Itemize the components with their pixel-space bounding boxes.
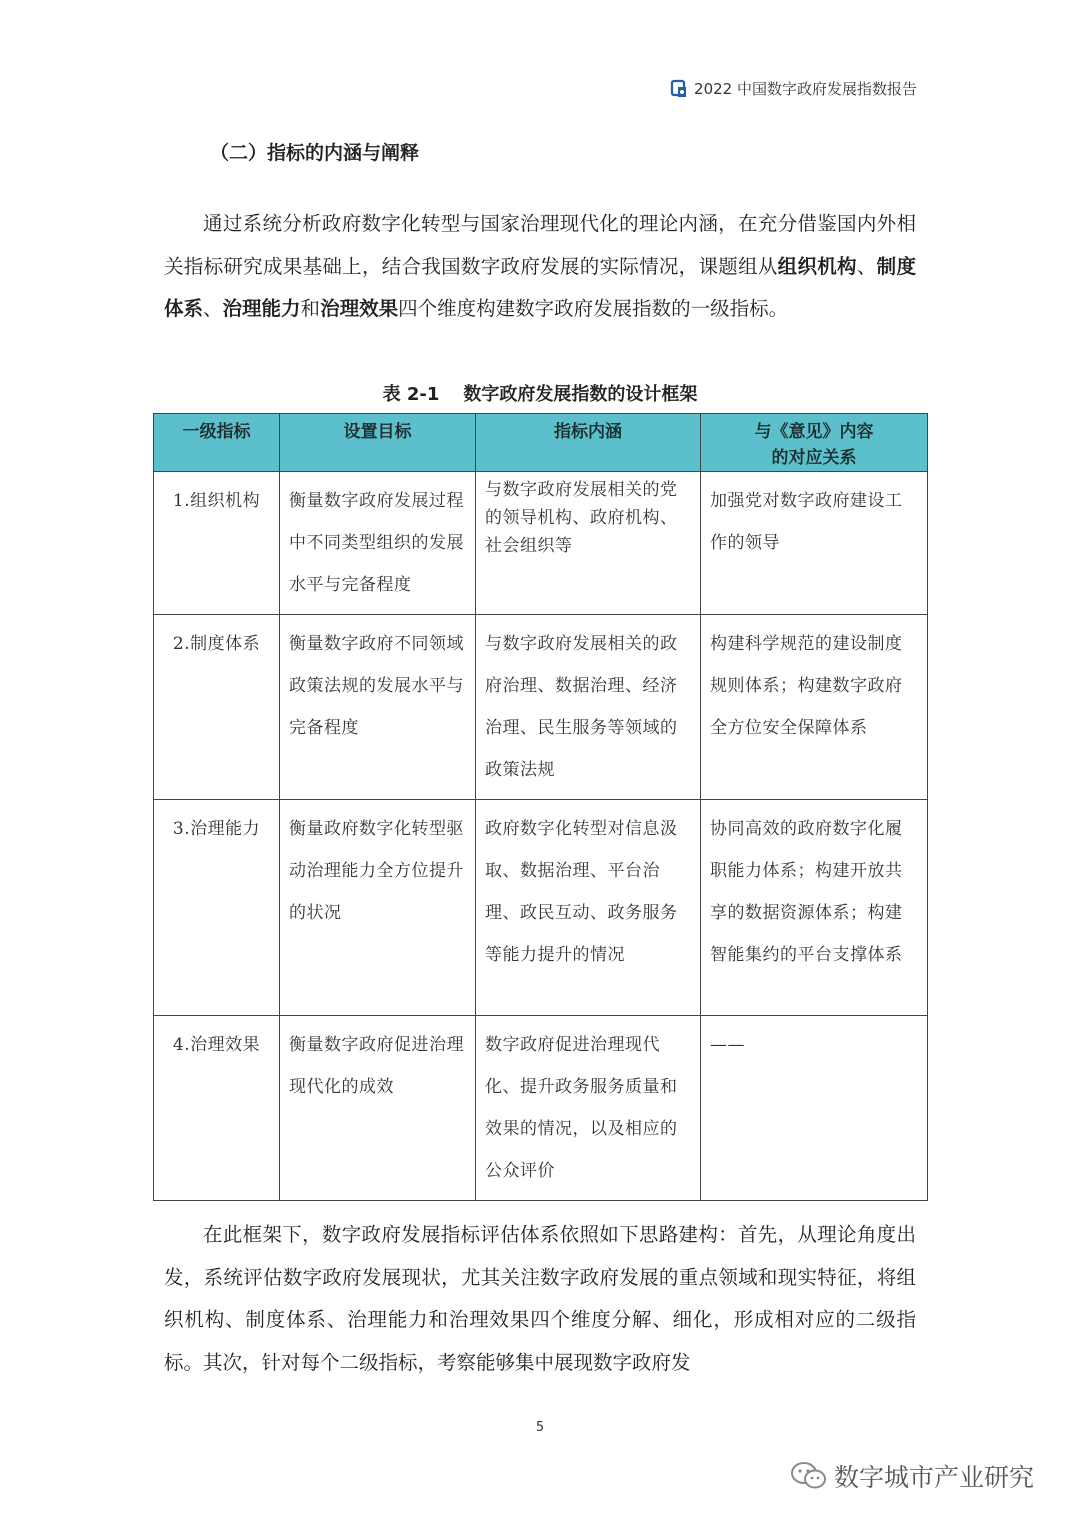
- table-row: [154, 800, 928, 1016]
- header-correspondence-line2: 的对应关系: [771, 448, 857, 468]
- intro-paragraph: [164, 203, 916, 331]
- framework-table: [153, 413, 928, 1201]
- section-title: （二）指标的内涵与阐释: [210, 142, 420, 164]
- intro-bold-3: 治理能力: [222, 297, 301, 320]
- intro-text-5: 四个维度构建数字政府发展指数的一级指标。: [398, 297, 789, 320]
- intro-text-1: 通过系统分析政府数字化转型与国家治理现代化的理论内涵，在充分借鉴国内外相关指标研究成果基础上，结合我国数字政府发展的实际情况，课题组从: [164, 212, 916, 278]
- cell-correspondence: ——: [701, 1016, 928, 1201]
- table-header-row: [154, 414, 928, 472]
- cell-indicator: 1.组织机构: [154, 472, 280, 615]
- cell-connotation: 数字政府促进治理现代化、提升政务服务质量和效果的情况，以及相应的公众评价: [476, 1016, 701, 1201]
- header-correspondence: [701, 414, 928, 472]
- body-paragraph: 在此框架下，数字政府发展指标评估体系依照如下思路建构：首先，从理论角度出发，系统评估数字政府发展现状，尤其关注数字政府发展的重点领域和现实特征，将组织机构、制度体系、治理能力和治理效果四个维度分解、细化，形成相对应的二级指标。其次，针对每个二级指标，考察能够集中展现数字政府发: [164, 1223, 916, 1374]
- cell-correspondence: 构建科学规范的建设制度规则体系；构建数字政府全方位安全保障体系: [701, 615, 928, 800]
- intro-bold-2: 制度体系: [164, 254, 916, 320]
- intro-text-2: 、: [856, 254, 877, 278]
- header-goal: 设置目标: [280, 414, 476, 472]
- page-header: [670, 78, 917, 99]
- table-caption: [0, 380, 1080, 406]
- page-number: 5: [535, 1420, 545, 1435]
- intro-text-4: 和: [300, 297, 321, 320]
- cell-goal: 衡量数字政府促进治理现代化的成效: [280, 1016, 476, 1201]
- cell-goal: 衡量数字政府发展过程中不同类型组织的发展水平与完备程度: [280, 472, 476, 615]
- intro-bold-1: 组织机构: [777, 254, 857, 278]
- cell-indicator: 2.制度体系: [154, 615, 280, 800]
- header-level1: 一级指标: [154, 414, 280, 472]
- cell-indicator: 4.治理效果: [154, 1016, 280, 1201]
- cell-goal: 衡量政府数字化转型驱动治理能力全方位提升的状况: [280, 800, 476, 1016]
- table-caption-title: 数字政府发展指数的设计框架: [463, 384, 698, 405]
- table-caption-number: 表 2-1: [382, 384, 440, 405]
- table-row: [154, 615, 928, 800]
- cell-correspondence: 加强党对数字政府建设工作的领导: [701, 472, 928, 615]
- cell-connotation: 政府数字化转型对信息汲取、数据治理、平台治理、政民互动、政务服务等能力提升的情况: [476, 800, 701, 1016]
- table-row: [154, 1016, 928, 1201]
- wechat-icon: [790, 1461, 828, 1491]
- intro-text-3: 、: [203, 297, 223, 320]
- watermark-text: 数字城市产业研究: [834, 1463, 1035, 1492]
- header-correspondence-line1: 与《意见》内容: [754, 422, 874, 442]
- cell-connotation: 与数字政府发展相关的党的领导机构、政府机构、社会组织等: [476, 472, 701, 615]
- intro-bold-4: 治理效果: [320, 297, 399, 320]
- watermark: [790, 1458, 1034, 1494]
- table-row: [154, 472, 928, 615]
- header-connotation: 指标内涵: [476, 414, 701, 472]
- cell-connotation: 与数字政府发展相关的政府治理、数据治理、经济治理、民生服务等领域的政策法规: [476, 615, 701, 800]
- report-logo-icon: [670, 79, 690, 99]
- cell-correspondence: 协同高效的政府数字化履职能力体系；构建开放共享的数据资源体系；构建智能集约的平台支撑体系: [701, 800, 928, 1016]
- cell-goal: 衡量数字政府不同领域政策法规的发展水平与完备程度: [280, 615, 476, 800]
- cell-indicator: 3.治理能力: [154, 800, 280, 1016]
- header-title: 2022 中国数字政府发展指数报告: [694, 80, 917, 98]
